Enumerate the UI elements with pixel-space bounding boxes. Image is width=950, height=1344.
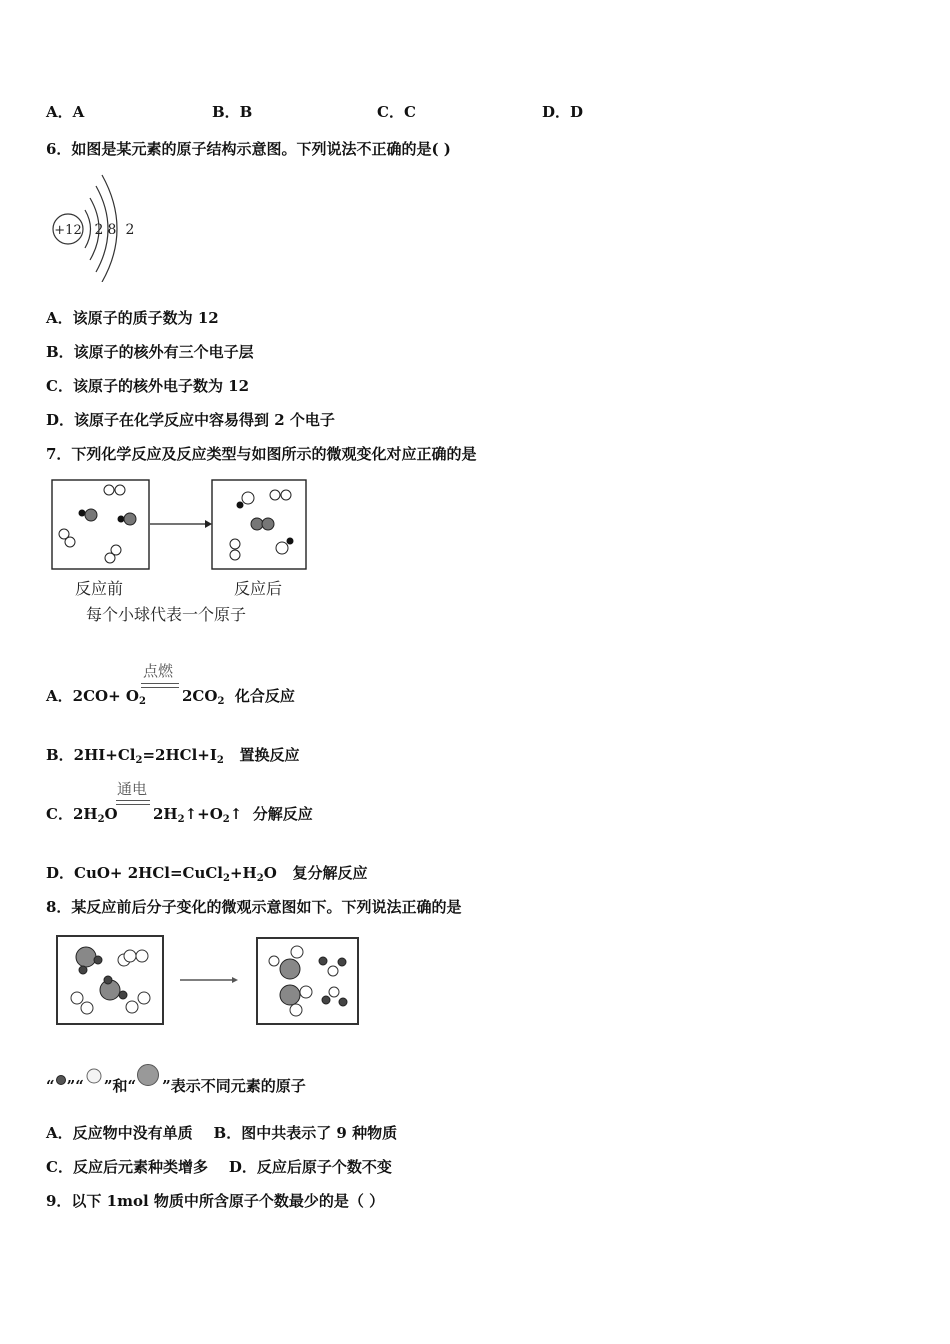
shell2-label: 8 bbox=[107, 222, 117, 238]
q5-option-a: A．A bbox=[46, 103, 85, 121]
q6-stem: 6．如图是某元素的原子结构示意图。下列说法不正确的是( ) bbox=[46, 140, 451, 158]
large-gray-atom-icon bbox=[135, 1062, 161, 1088]
q7-caption: 每个小球代表一个原子 bbox=[86, 605, 247, 624]
q8-option-d: D．反应后原子个数不变 bbox=[228, 1158, 392, 1176]
nucleus-label: +12 bbox=[54, 223, 82, 238]
atom-structure-diagram bbox=[48, 172, 148, 282]
q7-option-a-product: $2CO_2$ 化合反应 bbox=[182, 687, 295, 707]
q7-option-c-products: $2H_2↑+O_2↑$ 分解反应 bbox=[153, 805, 313, 825]
q7-option-b: B．$2HI+Cl_2=2HCl+I_2$ 置换反应 bbox=[46, 746, 300, 766]
q8-reaction-diagram bbox=[50, 932, 362, 1028]
q7-option-c: C．$2H_2O$ bbox=[46, 805, 118, 825]
q6-option-c: C．该原子的核外电子数为 12 bbox=[46, 377, 250, 395]
shell3-label: 2 bbox=[125, 222, 135, 238]
white-atom-icon bbox=[84, 1066, 104, 1086]
q5-option-b: B．B bbox=[212, 103, 253, 121]
q8-option-b: B．图中共表示了 9 种物质 bbox=[213, 1124, 398, 1142]
q7-stem: 7．下列化学反应及反应类型与如图所示的微观变化对应正确的是 bbox=[46, 445, 477, 463]
q7-reaction-diagram bbox=[50, 478, 310, 573]
q8-stem: 8．某反应前后分子变化的微观示意图如下。下列说法正确的是 bbox=[46, 898, 462, 916]
q6-option-b: B．该原子的核外有三个电子层 bbox=[46, 343, 254, 361]
q5-option-c: C．C bbox=[377, 103, 416, 121]
q8-options-row1 bbox=[46, 1123, 397, 1143]
shell1-label: 2 bbox=[94, 222, 104, 238]
q6-option-a: A．该原子的质子数为 12 bbox=[46, 309, 219, 327]
q8-option-c: C．反应后元素种类增多 bbox=[46, 1158, 208, 1176]
q7-label-before: 反应前 bbox=[75, 579, 124, 598]
small-dark-atom-icon bbox=[54, 1072, 68, 1086]
q9-stem: 9．以下 1mol 物质中所含原子个数最少的是（ ） bbox=[46, 1192, 385, 1210]
q8-option-a: A．反应物中没有单质 bbox=[46, 1124, 193, 1142]
q5-option-d: D．D bbox=[542, 103, 584, 121]
q7-c-condition: 通电 bbox=[117, 780, 148, 798]
q7-option-d: D．$CuO+ 2HCl=CuCl_2+H_2O$ 复分解反应 bbox=[46, 864, 368, 884]
q7-option-a: A．$2CO+ O_2$ bbox=[46, 687, 146, 707]
q8-legend: “ ”“ ”和“ ”表示不同元素的原子 bbox=[46, 1077, 306, 1095]
q7-c-equals-sign bbox=[116, 800, 150, 805]
q8-options-row2 bbox=[46, 1157, 392, 1177]
q7-a-equals-sign bbox=[141, 683, 179, 688]
q7-label-after: 反应后 bbox=[234, 579, 283, 598]
q7-a-condition: 点燃 bbox=[143, 662, 174, 680]
q6-option-d: D．该原子在化学反应中容易得到 2 个电子 bbox=[46, 411, 335, 429]
